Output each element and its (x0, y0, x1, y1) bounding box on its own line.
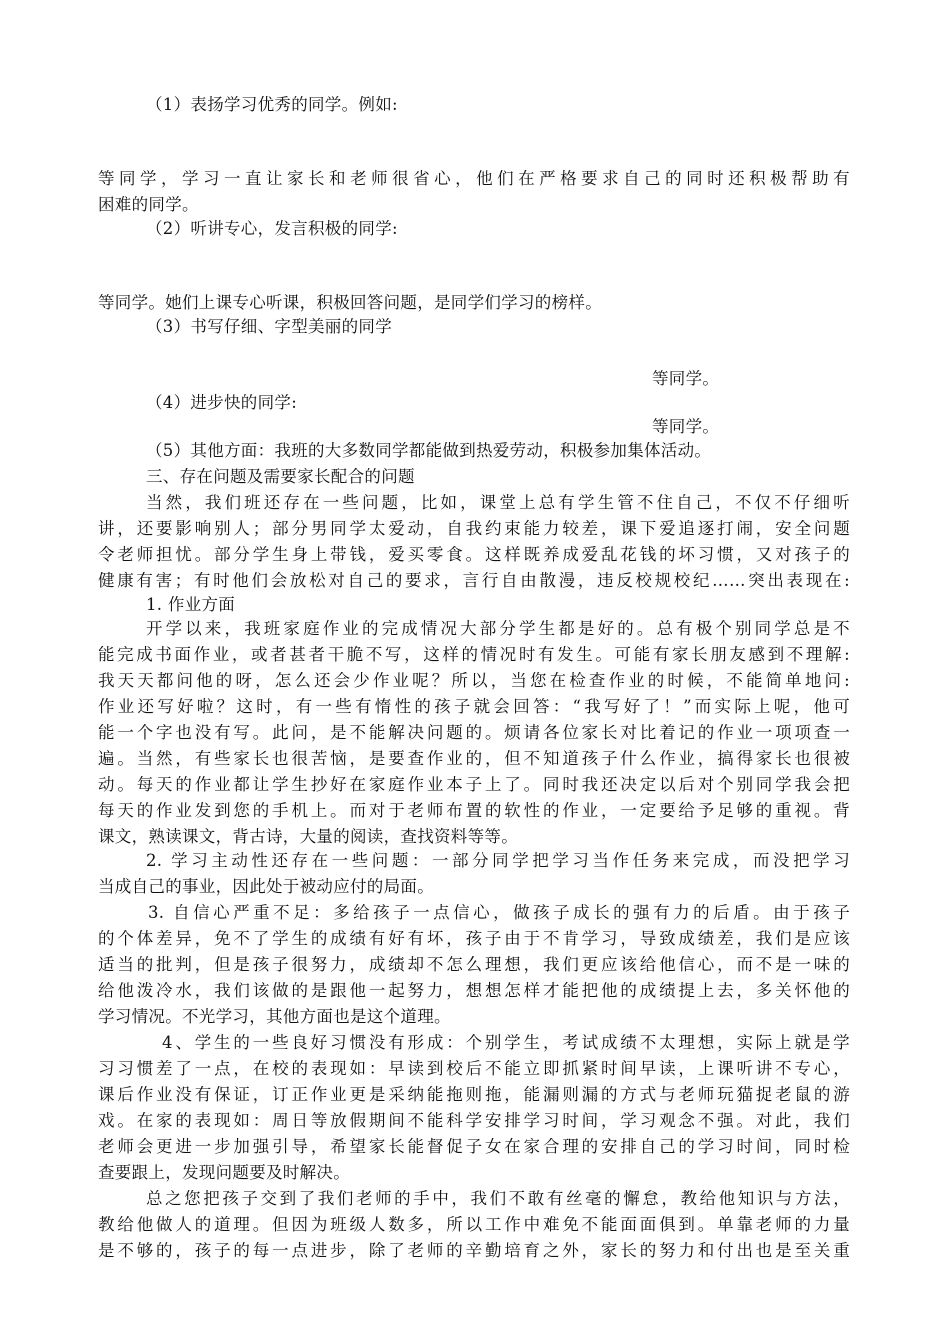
paragraph-line: 等同学。她们上课专心听课，积极回答问题，是同学们学习的榜样。 (98, 293, 602, 312)
paragraph-line: 等同学。 (652, 417, 720, 436)
paragraph-line: 开学以来，我班家庭作业的完成情况大部分学生都是好的。总有极个别同学总是不 (146, 619, 850, 638)
paragraph-line: 令老师担忧。部分学生身上带钱，爱买零食。这样既养成爱乱花钱的坏习惯，又对孩子的 (98, 545, 850, 564)
paragraph-line: 我天天都问他的呀，怎么还会少作业呢？所以，当您在检查作业的时候，不能简单地问: (98, 671, 850, 690)
item-5-heading: （5）其他方面：我班的大多数同学都能做到热爱劳动，积极参加集体活动。 (146, 441, 712, 460)
paragraph-line: 课文，熟读课文，背古诗，大量的阅读，查找资料等等。 (98, 827, 518, 846)
paragraph-line: 遍。当然，有些家长也很苦恼，是要查作业的，但不知道孩子什么作业，搞得家长也很被 (98, 749, 850, 768)
paragraph-line: 戏。在家的表现如：周日等放假期间不能科学安排学习时间，学习观念不强。对此，我们 (98, 1111, 850, 1130)
paragraph-line: 4、学生的一些良好习惯没有形成：个别学生，考试成绩不太理想，实际上就是学 (162, 1033, 850, 1052)
item-4-heading: （4）进步快的同学: (146, 393, 298, 412)
paragraph-line: 是不够的，孩子的每一点进步，除了老师的辛勤培育之外，家长的努力和付出也是至关重 (98, 1241, 850, 1260)
paragraph-line: 困难的同学。 (98, 195, 199, 214)
subsection-heading: 1. 作业方面 (146, 595, 236, 614)
paragraph-line: 学习情况。不光学习，其他方面也是这个道理。 (98, 1007, 451, 1026)
paragraph-line: 作业还写好啦？这时，有一些有惰性的孩子就会回答：“我写好了！”而实际上呢，他可 (98, 697, 850, 716)
section-heading: 三、存在问题及需要家长配合的问题 (146, 467, 415, 486)
paragraph-line: 能完成书面作业，或者甚者干脆不写，这样的情况时有发生。可能有家长朋友感到不理解: (98, 645, 850, 664)
paragraph-line: 等同学，学习一直让家长和老师很省心，他们在严格要求自己的同时还积极帮助有 (98, 169, 850, 188)
paragraph-line: 健康有害；有时他们会放松对自己的要求，言行自由散漫，违反校规校纪……突出表现在: (98, 571, 850, 590)
item-3-heading: （3）书写仔细、字型美丽的同学 (146, 317, 392, 336)
paragraph-line: 等同学。 (652, 369, 720, 388)
paragraph-line: 讲，还要影响别人；部分男同学太爱动，自我约束能力较差，课下爱追逐打闹，安全问题 (98, 519, 850, 538)
paragraph-line: 能一个字也没有写。此问，是不能解决问题的。烦请各位家长对比着记的作业一项项查一 (98, 723, 850, 742)
paragraph-line: 动。每天的作业都让学生抄好在家庭作业本子上了。同时我还决定以后对个别同学我会把 (98, 775, 850, 794)
paragraph-line: 2. 学习主动性还存在一些问题：一部分同学把学习当作任务来完成，而没把学习 (146, 851, 850, 870)
paragraph-line: 给他泼冷水，我们该做的是跟他一起努力，想想怎样才能把他的成绩提上去，多关怀他的 (98, 981, 850, 1000)
paragraph-line: 每天的作业发到您的手机上。而对于老师布置的软性的作业，一定要给予足够的重视。背 (98, 801, 850, 820)
paragraph-line: 3. 自信心严重不足：多给孩子一点信心，做孩子成长的强有力的后盾。由于孩子 (148, 903, 850, 922)
paragraph-line: 查要跟上，发现问题要及时解决。 (98, 1163, 350, 1182)
paragraph-line: 老师会更进一步加强引导，希望家长能督促子女在家合理的安排自己的学习时间，同时检 (98, 1137, 850, 1156)
paragraph-line: 当成自己的事业，因此处于被动应付的局面。 (98, 877, 434, 896)
paragraph-line: 适当的批判，但是孩子很努力，成绩却不怎么理想，我们更应该给他信心，而不是一味的 (98, 955, 850, 974)
paragraph-line: 习习惯差了一点，在校的表现如：早读到校后不能立即抓紧时间早读，上课听讲不专心， (98, 1059, 850, 1078)
paragraph-line: 教给他做人的道理。但因为班级人数多，所以工作中难免不能面面俱到。单靠老师的力量 (98, 1215, 850, 1234)
paragraph-line: 总之您把孩子交到了我们老师的手中，我们不敢有丝毫的懈怠，教给他知识与方法， (146, 1189, 850, 1208)
item-1-heading: （1）表扬学习优秀的同学。例如: (146, 95, 398, 114)
paragraph-line: 当然，我们班还存在一些问题，比如，课堂上总有学生管不住自己，不仅不仔细听 (146, 493, 850, 512)
paragraph-line: 的个体差异，免不了学生的成绩有好有坏，孩子由于不肯学习，导致成绩差，我们是应该 (98, 929, 850, 948)
item-2-heading: （2）听讲专心，发言积极的同学: (146, 219, 398, 238)
paragraph-line: 课后作业没有保证，订正作业更是采纳能拖则拖，能漏则漏的方式与老师玩猫捉老鼠的游 (98, 1085, 850, 1104)
